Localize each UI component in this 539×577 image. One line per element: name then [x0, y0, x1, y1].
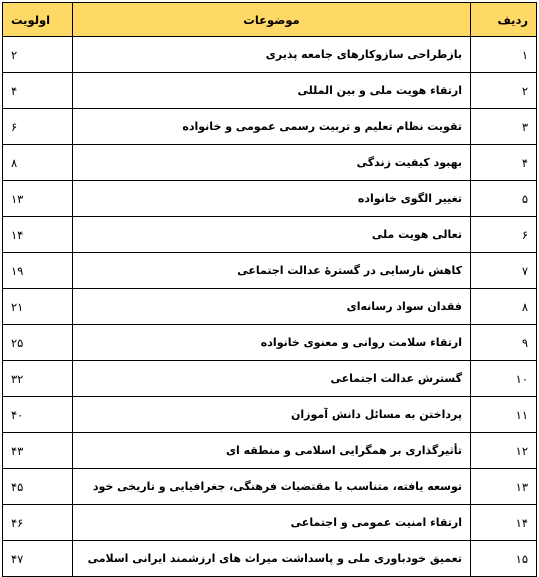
- table-row: [3, 505, 537, 541]
- table-row: [3, 289, 537, 325]
- topic-cell: تعمیق خودباوری ملی و پاسداشت میراث های ارزشمند ایرانی اسلامی: [73, 541, 471, 577]
- row-number-cell: ۸: [471, 289, 537, 325]
- priority-cell: ۱۴: [3, 217, 73, 253]
- topic-cell: ارتقاء سلامت روانی و معنوی خانواده: [73, 325, 471, 361]
- row-number-cell: ۹: [471, 325, 537, 361]
- priority-cell: ۲۵: [3, 325, 73, 361]
- row-number-cell: ۱۵: [471, 541, 537, 577]
- row-number-cell: ۱۴: [471, 505, 537, 541]
- table-row: [3, 541, 537, 577]
- row-number-cell: ۱۱: [471, 397, 537, 433]
- topic-cell: بازطراحی سازوکارهای جامعه پذیری: [73, 37, 471, 73]
- row-number-cell: ۴: [471, 145, 537, 181]
- priority-cell: ۴۷: [3, 541, 73, 577]
- table-row: [3, 217, 537, 253]
- table-body: [3, 37, 537, 577]
- topic-cell: گسترش عدالت اجتماعی: [73, 361, 471, 397]
- table-header: [3, 3, 537, 37]
- header-row: [3, 3, 537, 37]
- topic-cell: پرداختن به مسائل دانش آموزان: [73, 397, 471, 433]
- table-row: [3, 361, 537, 397]
- row-number-cell: ۱۰: [471, 361, 537, 397]
- table-row: [3, 109, 537, 145]
- table-row: [3, 181, 537, 217]
- row-number-cell: ۵: [471, 181, 537, 217]
- header-topics: موضوعات: [73, 3, 471, 37]
- row-number-cell: ۲: [471, 73, 537, 109]
- table-row: [3, 433, 537, 469]
- header-row-number: ردیف: [471, 3, 537, 37]
- topic-cell: تقویت نظام تعلیم و تربیت رسمی عمومی و خانواده: [73, 109, 471, 145]
- table-row: [3, 469, 537, 505]
- topic-cell: کاهش نارسایی در گسترۀ عدالت اجتماعی: [73, 253, 471, 289]
- table-row: [3, 37, 537, 73]
- priority-cell: ۴۳: [3, 433, 73, 469]
- priority-cell: ۶: [3, 109, 73, 145]
- priority-cell: ۲۱: [3, 289, 73, 325]
- priority-cell: ۴۶: [3, 505, 73, 541]
- priority-cell: ۲: [3, 37, 73, 73]
- topic-cell: بهبود کیفیت زندگی: [73, 145, 471, 181]
- priority-cell: ۸: [3, 145, 73, 181]
- table-row: [3, 325, 537, 361]
- table-row: [3, 253, 537, 289]
- priority-cell: ۴۵: [3, 469, 73, 505]
- topic-cell: فقدان سواد رسانه‌ای: [73, 289, 471, 325]
- topic-cell: تعالی هویت ملی: [73, 217, 471, 253]
- priority-cell: ۱۹: [3, 253, 73, 289]
- header-priority: اولویت: [3, 3, 73, 37]
- priority-cell: ۴: [3, 73, 73, 109]
- topic-cell: تغییر الگوی خانواده: [73, 181, 471, 217]
- table-row: [3, 73, 537, 109]
- row-number-cell: ۱۳: [471, 469, 537, 505]
- row-number-cell: ۷: [471, 253, 537, 289]
- table-row: [3, 145, 537, 181]
- priority-cell: ۳۲: [3, 361, 73, 397]
- row-number-cell: ۱۲: [471, 433, 537, 469]
- row-number-cell: ۱: [471, 37, 537, 73]
- priority-cell: ۴۰: [3, 397, 73, 433]
- topics-table-container: [2, 2, 536, 577]
- row-number-cell: ۶: [471, 217, 537, 253]
- topic-cell: ارتقاء امنیت عمومی و اجتماعی: [73, 505, 471, 541]
- topic-cell: توسعه یافته، متناسب با مقتضیات فرهنگی، جغرافیایی و تاریخی خود: [73, 469, 471, 505]
- priority-cell: ۱۳: [3, 181, 73, 217]
- row-number-cell: ۳: [471, 109, 537, 145]
- topic-cell: تأثیرگذاری بر همگرایی اسلامی و منطقه ای: [73, 433, 471, 469]
- topic-cell: ارتقاء هویت ملی و بین المللی: [73, 73, 471, 109]
- table-row: [3, 397, 537, 433]
- topics-table: [2, 2, 537, 577]
